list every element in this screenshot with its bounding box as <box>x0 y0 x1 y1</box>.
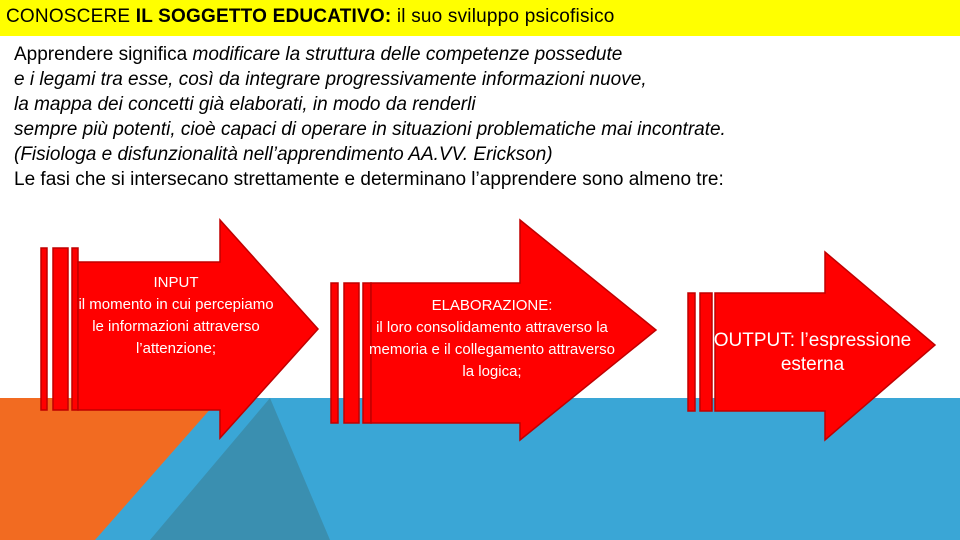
arrow-elaborazione-line-2: memoria e il collegamento attraverso <box>369 341 615 358</box>
paragraph-line-2: e i legami tra esse, così da integrare progressivamente informazioni nuove, <box>14 69 647 90</box>
paragraph-line-3: la mappa dei concetti già elaborati, in modo da renderli <box>14 94 476 115</box>
arrow-output-line-1: esterna <box>780 354 845 375</box>
line1-italic: modificare la struttura delle competenze possedute <box>187 44 623 65</box>
line1-regular: Apprendere significa <box>14 44 188 65</box>
arrow-input-line-3: l’attenzione; <box>135 340 217 357</box>
title-bold: IL SOGGETTO EDUCATIVO: <box>135 6 392 27</box>
arrow-output-label <box>690 329 935 377</box>
title-suffix: il suo sviluppo psicofisico <box>396 6 615 27</box>
arrow-elaborazione-line-3: la logica; <box>462 363 522 380</box>
arrow-input-label <box>36 272 316 360</box>
arrow-output-title: OUTPUT: l’espressione <box>713 330 912 351</box>
arrow-elaborazione-label <box>327 295 657 383</box>
paragraph-line-4: sempre più potenti, cioè capaci di operare in situazioni problematiche mai incontrate. <box>14 119 726 140</box>
paragraph-line-5: (Fisiologa e disfunzionalità nell’apprendimento AA.VV. Erickson) <box>14 144 553 165</box>
paragraph-line-6: Le fasi che si intersecano strettamente e determinano l’apprendere sono almeno tre: <box>14 169 724 190</box>
arrow-elaborazione-title: ELABORAZIONE: <box>431 297 553 314</box>
arrow-elaborazione-line-1: il loro consolidamento attraverso la <box>376 319 608 336</box>
arrow-input-line-2: le informazioni attraverso <box>92 318 260 335</box>
title-prefix: CONOSCERE <box>6 6 131 27</box>
arrow-input-title: INPUT <box>153 274 199 291</box>
arrow-input-line-1: il momento in cui percepiamo <box>78 296 274 313</box>
